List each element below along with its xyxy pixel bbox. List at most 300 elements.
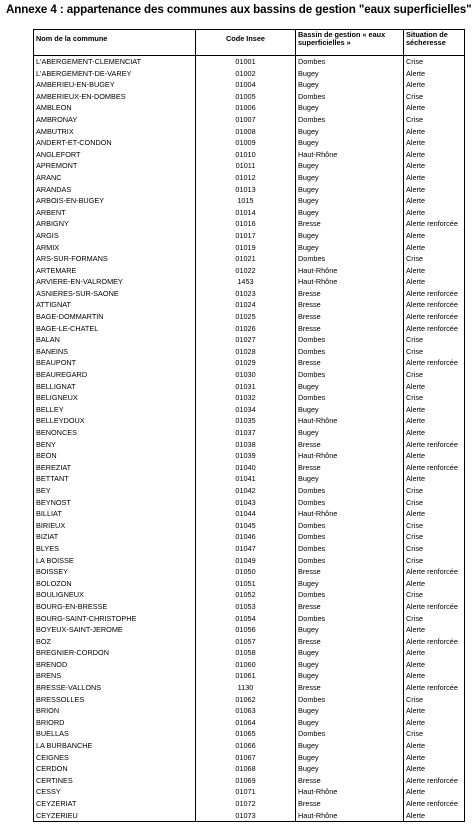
code-insee-cell: 01042 [196,485,296,497]
table-row [34,230,465,242]
table-row [34,670,465,682]
bassin-cell: Bugey [296,160,404,172]
situation-cell: Alerte [404,137,465,149]
bassin-cell: Bresse [296,311,404,323]
bassin-cell: Bresse [296,323,404,335]
table-row [34,462,465,474]
code-insee-cell: 01069 [196,775,296,787]
bassin-cell: Bresse [296,798,404,810]
bassin-cell: Dombes [296,694,404,706]
bassin-cell: Haut-Rhône [296,786,404,798]
situation-cell: Alerte renforcée [404,357,465,369]
table-row [34,601,465,613]
situation-cell: Alerte [404,810,465,822]
commune-name-cell: BREGNIER-CORDON [34,647,196,659]
code-insee-cell: 01017 [196,230,296,242]
code-insee-cell: 01037 [196,427,296,439]
commune-name-cell: BEREZIAT [34,462,196,474]
situation-cell: Alerte [404,172,465,184]
code-insee-cell: 01034 [196,404,296,416]
table-row [34,763,465,775]
commune-name-cell: BRESSE-VALLONS [34,682,196,694]
commune-name-cell: CESSY [34,786,196,798]
code-insee-cell: 01031 [196,381,296,393]
code-insee-cell: 01044 [196,508,296,520]
bassin-cell: Bugey [296,705,404,717]
code-insee-cell: 01041 [196,473,296,485]
bassin-cell: Haut-Rhône [296,450,404,462]
code-insee-cell: 01032 [196,392,296,404]
code-insee-cell: 01029 [196,357,296,369]
commune-name-cell: AMBLEON [34,102,196,114]
code-insee-cell: 01051 [196,578,296,590]
situation-cell: Alerte renforcée [404,636,465,648]
commune-name-cell: ARMIX [34,242,196,254]
bassin-cell: Bugey [296,126,404,138]
bassin-cell: Bresse [296,636,404,648]
code-insee-cell: 01010 [196,149,296,161]
code-insee-cell: 01071 [196,786,296,798]
commune-name-cell: BOURG-EN-BRESSE [34,601,196,613]
table-row [34,786,465,798]
situation-cell: Alerte renforcée [404,798,465,810]
situation-cell: Alerte [404,763,465,775]
commune-name-cell: CEIGNES [34,752,196,764]
bassin-cell: Bugey [296,79,404,91]
code-insee-cell: 01067 [196,752,296,764]
commune-name-cell: ARANC [34,172,196,184]
code-insee-cell: 01035 [196,415,296,427]
bassin-cell: Haut-Rhône [296,415,404,427]
table-row [34,79,465,91]
table-row [34,589,465,601]
table-row [34,276,465,288]
header-nom-commune: Nom de la commune [34,30,196,56]
situation-cell: Crise [404,728,465,740]
commune-name-cell: ARBIGNY [34,218,196,230]
situation-cell: Crise [404,613,465,625]
bassin-cell: Bugey [296,381,404,393]
bassin-cell: Dombes [296,485,404,497]
code-insee-cell: 01004 [196,79,296,91]
commune-name-cell: LA BOISSE [34,555,196,567]
table-row [34,288,465,300]
bassin-cell: Bugey [296,68,404,80]
commune-name-cell: BEAUREGARD [34,369,196,381]
code-insee-cell: 01011 [196,160,296,172]
code-insee-cell: 01072 [196,798,296,810]
table-header-row [34,30,465,56]
situation-cell: Alerte renforcée [404,462,465,474]
document-title: Annexe 4 : appartenance des communes aux bassins de gestion "eaux superficielles" [6,3,472,16]
commune-name-cell: BILLIAT [34,508,196,520]
header-bassin-gestion: Bassin de gestion « eaux superficielles » [296,30,404,56]
situation-cell: Crise [404,114,465,126]
bassin-cell: Bugey [296,763,404,775]
commune-name-cell: ASNIERES-SUR-SAONE [34,288,196,300]
situation-cell: Alerte [404,242,465,254]
table-row [34,636,465,648]
table-row [34,810,465,822]
commune-name-cell: BOURG-SAINT-CHRISTOPHE [34,613,196,625]
bassin-cell: Bresse [296,357,404,369]
situation-cell: Alerte [404,578,465,590]
situation-cell: Alerte [404,508,465,520]
commune-name-cell: BIZIAT [34,531,196,543]
commune-name-cell: BRIORD [34,717,196,729]
code-insee-cell: 01057 [196,636,296,648]
commune-name-cell: ARVIERE-EN-VALROMEY [34,276,196,288]
situation-cell: Crise [404,334,465,346]
situation-cell: Alerte [404,740,465,752]
commune-name-cell: CERTINES [34,775,196,787]
situation-cell: Alerte [404,473,465,485]
table-row [34,497,465,509]
commune-name-cell: APREMONT [34,160,196,172]
code-insee-cell: 01028 [196,346,296,358]
situation-cell: Alerte [404,647,465,659]
table-body [34,56,465,822]
header-code-insee: Code Insee [196,30,296,56]
commune-name-cell: CEYZERIAT [34,798,196,810]
bassin-cell: Bresse [296,775,404,787]
situation-cell: Crise [404,91,465,103]
table-row [34,126,465,138]
situation-cell: Alerte renforcée [404,311,465,323]
commune-name-cell: ARANDAS [34,184,196,196]
table-row [34,473,465,485]
situation-cell: Crise [404,346,465,358]
commune-name-cell: BENY [34,439,196,451]
situation-cell: Alerte [404,79,465,91]
table-row [34,543,465,555]
situation-cell: Alerte [404,670,465,682]
table-row [34,311,465,323]
bassin-cell: Dombes [296,253,404,265]
commune-name-cell: ARBENT [34,207,196,219]
code-insee-cell: 01006 [196,102,296,114]
situation-cell: Crise [404,543,465,555]
commune-name-cell: BEYNOST [34,497,196,509]
commune-name-cell: CERDON [34,763,196,775]
commune-name-cell: BELIGNEUX [34,392,196,404]
code-insee-cell: 01065 [196,728,296,740]
code-insee-cell: 01058 [196,647,296,659]
bassin-cell: Dombes [296,56,404,68]
code-insee-cell: 01021 [196,253,296,265]
table-row [34,752,465,764]
bassin-cell: Haut-Rhône [296,276,404,288]
situation-cell: Crise [404,485,465,497]
table-row [34,775,465,787]
commune-name-cell: BEON [34,450,196,462]
situation-cell: Alerte [404,276,465,288]
table-row [34,172,465,184]
bassin-cell: Haut-Rhône [296,810,404,822]
commune-name-cell: CEYZERIEU [34,810,196,822]
bassin-cell: Dombes [296,531,404,543]
code-insee-cell: 01043 [196,497,296,509]
table-row [34,485,465,497]
code-insee-cell: 01025 [196,311,296,323]
table-row [34,555,465,567]
code-insee-cell: 01014 [196,207,296,219]
situation-cell: Alerte renforcée [404,775,465,787]
bassin-cell: Bugey [296,427,404,439]
commune-name-cell: BOULIGNEUX [34,589,196,601]
bassin-cell: Dombes [296,392,404,404]
commune-name-cell: BETTANT [34,473,196,485]
code-insee-cell: 01073 [196,810,296,822]
situation-cell: Alerte [404,265,465,277]
commune-name-cell: L'ABERGEMENT-DE-VAREY [34,68,196,80]
table-row [34,566,465,578]
code-insee-cell: 1130 [196,682,296,694]
code-insee-cell: 01013 [196,184,296,196]
table-row [34,218,465,230]
bassin-cell: Bugey [296,242,404,254]
table-row [34,357,465,369]
bassin-cell: Dombes [296,555,404,567]
bassin-cell: Bugey [296,578,404,590]
bassin-cell: Bugey [296,659,404,671]
code-insee-cell: 01005 [196,91,296,103]
table-row [34,68,465,80]
situation-cell: Alerte renforcée [404,288,465,300]
table-row [34,427,465,439]
code-insee-cell: 01016 [196,218,296,230]
commune-name-cell: ATTIGNAT [34,299,196,311]
code-insee-cell: 1015 [196,195,296,207]
code-insee-cell: 01049 [196,555,296,567]
code-insee-cell: 01008 [196,126,296,138]
table-row [34,149,465,161]
table-row [34,520,465,532]
commune-name-cell: BELLEY [34,404,196,416]
situation-cell: Alerte renforcée [404,299,465,311]
bassin-cell: Bugey [296,473,404,485]
commune-name-cell: BAGE-LE-CHATEL [34,323,196,335]
code-insee-cell: 01030 [196,369,296,381]
bassin-cell: Bresse [296,299,404,311]
code-insee-cell: 01040 [196,462,296,474]
situation-cell: Alerte [404,160,465,172]
situation-cell: Alerte [404,207,465,219]
code-insee-cell: 01053 [196,601,296,613]
bassin-cell: Dombes [296,114,404,126]
table-row [34,728,465,740]
situation-cell: Alerte [404,717,465,729]
situation-cell: Alerte [404,415,465,427]
table-row [34,415,465,427]
commune-name-cell: L'ABERGEMENT-CLEMENCIAT [34,56,196,68]
bassin-cell: Bugey [296,195,404,207]
bassin-cell: Bugey [296,740,404,752]
code-insee-cell: 01045 [196,520,296,532]
table-row [34,450,465,462]
situation-cell: Alerte [404,184,465,196]
table-row [34,381,465,393]
situation-cell: Alerte renforcée [404,601,465,613]
code-insee-cell: 01027 [196,334,296,346]
table-row [34,91,465,103]
code-insee-cell: 01052 [196,589,296,601]
situation-cell: Alerte [404,786,465,798]
table-row [34,694,465,706]
table-row [34,265,465,277]
bassin-cell: Bugey [296,207,404,219]
situation-cell: Alerte renforcée [404,439,465,451]
bassin-cell: Bugey [296,670,404,682]
bassin-cell: Dombes [296,334,404,346]
code-insee-cell: 01066 [196,740,296,752]
bassin-cell: Bresse [296,288,404,300]
commune-name-cell: ARTEMARE [34,265,196,277]
code-insee-cell: 01022 [196,265,296,277]
situation-cell: Alerte renforcée [404,682,465,694]
bassin-cell: Dombes [296,497,404,509]
code-insee-cell: 01024 [196,299,296,311]
situation-cell: Crise [404,392,465,404]
commune-name-cell: BRENS [34,670,196,682]
commune-name-cell: ANGLEFORT [34,149,196,161]
situation-cell: Alerte [404,126,465,138]
commune-name-cell: ARS-SUR-FORMANS [34,253,196,265]
code-insee-cell: 01063 [196,705,296,717]
situation-cell: Crise [404,369,465,381]
table-row [34,207,465,219]
bassin-cell: Haut-Rhône [296,149,404,161]
situation-cell: Crise [404,589,465,601]
table-row [34,740,465,752]
table-row [34,404,465,416]
commune-name-cell: AMBERIEU-EN-BUGEY [34,79,196,91]
situation-cell: Alerte [404,230,465,242]
table-row [34,798,465,810]
table-row [34,647,465,659]
bassin-cell: Haut-Rhône [296,508,404,520]
situation-cell: Alerte [404,705,465,717]
bassin-cell: Dombes [296,613,404,625]
commune-name-cell: ARBOIS-EN-BUGEY [34,195,196,207]
situation-cell: Alerte [404,195,465,207]
code-insee-cell: 01054 [196,613,296,625]
communes-table [33,29,465,822]
code-insee-cell: 01062 [196,694,296,706]
code-insee-cell: 01038 [196,439,296,451]
bassin-cell: Bresse [296,566,404,578]
commune-name-cell: BIRIEUX [34,520,196,532]
commune-name-cell: BLYES [34,543,196,555]
bassin-cell: Bresse [296,601,404,613]
commune-name-cell: BOYEUX-SAINT-JEROME [34,624,196,636]
table-row [34,531,465,543]
table-row [34,102,465,114]
code-insee-cell: 01019 [196,242,296,254]
situation-cell: Crise [404,497,465,509]
table-row [34,624,465,636]
code-insee-cell: 01068 [196,763,296,775]
bassin-cell: Dombes [296,543,404,555]
bassin-cell: Dombes [296,589,404,601]
situation-cell: Alerte [404,752,465,764]
table-row [34,184,465,196]
commune-name-cell: BANEINS [34,346,196,358]
bassin-cell: Dombes [296,728,404,740]
code-insee-cell: 01002 [196,68,296,80]
commune-name-cell: AMBUTRIX [34,126,196,138]
table-row [34,323,465,335]
table-row [34,114,465,126]
code-insee-cell: 01056 [196,624,296,636]
commune-name-cell: BRESSOLLES [34,694,196,706]
bassin-cell: Bugey [296,137,404,149]
commune-name-cell: BOISSEY [34,566,196,578]
bassin-cell: Bresse [296,682,404,694]
code-insee-cell: 01046 [196,531,296,543]
commune-name-cell: BOZ [34,636,196,648]
commune-name-cell: BRION [34,705,196,717]
situation-cell: Crise [404,253,465,265]
code-insee-cell: 01009 [196,137,296,149]
table-row [34,682,465,694]
situation-cell: Crise [404,520,465,532]
table-row [34,160,465,172]
situation-cell: Alerte [404,450,465,462]
commune-name-cell: BAGE-DOMMARTIN [34,311,196,323]
commune-name-cell: BRENOD [34,659,196,671]
situation-cell: Alerte [404,381,465,393]
code-insee-cell: 01047 [196,543,296,555]
table-row [34,299,465,311]
table-row [34,369,465,381]
code-insee-cell: 01001 [196,56,296,68]
table-row [34,56,465,68]
code-insee-cell: 01061 [196,670,296,682]
table-row [34,659,465,671]
bassin-cell: Bresse [296,218,404,230]
table-row [34,242,465,254]
bassin-cell: Haut-Rhône [296,265,404,277]
table-row [34,334,465,346]
situation-cell: Alerte renforcée [404,218,465,230]
situation-cell: Crise [404,694,465,706]
commune-name-cell: BUELLAS [34,728,196,740]
bassin-cell: Bresse [296,439,404,451]
code-insee-cell: 01064 [196,717,296,729]
commune-name-cell: BENONCES [34,427,196,439]
code-insee-cell: 01050 [196,566,296,578]
code-insee-cell: 01012 [196,172,296,184]
code-insee-cell: 1453 [196,276,296,288]
situation-cell: Alerte [404,102,465,114]
table-row [34,346,465,358]
situation-cell: Alerte [404,659,465,671]
bassin-cell: Bugey [296,184,404,196]
table-row [34,705,465,717]
commune-name-cell: LA BURBANCHE [34,740,196,752]
bassin-cell: Bugey [296,230,404,242]
table-row [34,717,465,729]
code-insee-cell: 01026 [196,323,296,335]
table-row [34,613,465,625]
bassin-cell: Bugey [296,624,404,636]
table-row [34,253,465,265]
table-row [34,195,465,207]
bassin-cell: Bresse [296,462,404,474]
situation-cell: Alerte [404,68,465,80]
commune-name-cell: BEAUPONT [34,357,196,369]
